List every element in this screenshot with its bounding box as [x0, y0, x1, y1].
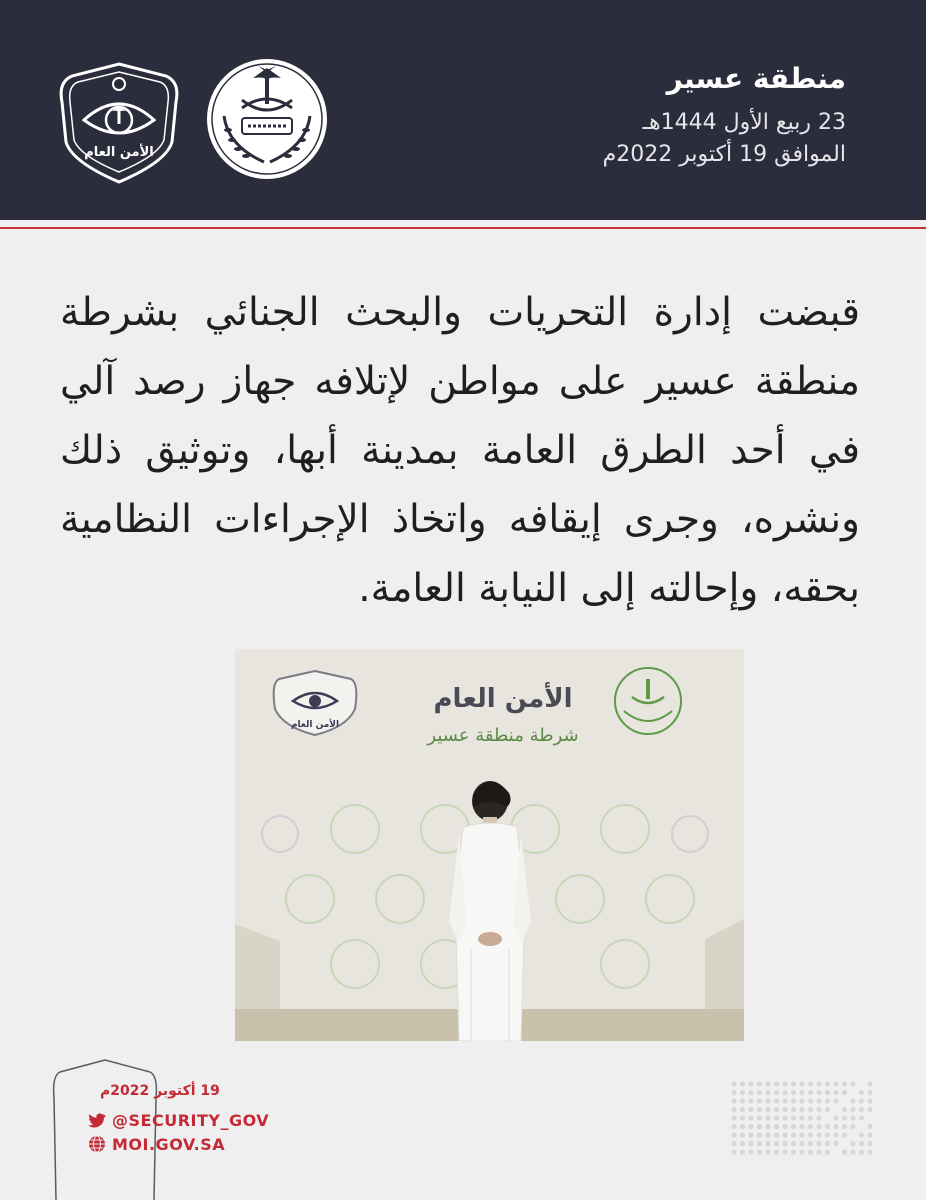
pattern-dot: [808, 1115, 813, 1120]
globe-icon: [88, 1135, 106, 1153]
pattern-dot: [757, 1149, 762, 1154]
pattern-dot: [859, 1132, 864, 1137]
badge-text: الأمن العام: [84, 145, 154, 160]
pattern-dot: [774, 1132, 779, 1137]
pattern-dot: [799, 1149, 804, 1154]
pattern-dot: [765, 1132, 770, 1137]
pattern-dot: [774, 1115, 779, 1120]
pattern-dot: [859, 1149, 864, 1154]
pattern-dot: [740, 1090, 745, 1095]
pattern-dot: [731, 1149, 736, 1154]
ministry-emblem-icon: [204, 56, 330, 182]
pattern-dot: [757, 1107, 762, 1112]
pattern-dot: [731, 1124, 736, 1129]
pattern-dot: [748, 1141, 753, 1146]
pattern-dot: [867, 1149, 872, 1154]
pattern-dot: [867, 1141, 872, 1146]
pattern-dot: [850, 1081, 855, 1086]
website-url: MOI.GOV.SA: [112, 1134, 226, 1154]
pattern-dot: [740, 1124, 745, 1129]
pattern-dot: [825, 1090, 830, 1095]
pattern-dot: [791, 1081, 796, 1086]
pattern-dot: [825, 1107, 830, 1112]
pattern-dot: [808, 1098, 813, 1103]
pattern-dot: [833, 1124, 838, 1129]
pattern-dot: [825, 1098, 830, 1103]
pattern-dot: [816, 1149, 821, 1154]
banner-subtitle: شرطة منطقة عسير: [427, 725, 579, 746]
pattern-dot: [808, 1107, 813, 1112]
pattern-dot: [774, 1141, 779, 1146]
pattern-dot: [842, 1149, 847, 1154]
pattern-dot: [842, 1090, 847, 1095]
pattern-dot: [808, 1081, 813, 1086]
header-divider: [0, 227, 926, 229]
pattern-dot: [765, 1149, 770, 1154]
pattern-dot: [791, 1098, 796, 1103]
decorative-dot-pattern: [730, 1080, 880, 1160]
pattern-dot: [740, 1107, 745, 1112]
pattern-dot: [816, 1081, 821, 1086]
pattern-dot: [859, 1098, 864, 1103]
banner-title: الأمن العام: [433, 684, 573, 714]
pattern-dot: [808, 1124, 813, 1129]
pattern-dot: [808, 1132, 813, 1137]
pattern-dot: [808, 1149, 813, 1154]
pattern-dot: [757, 1132, 762, 1137]
pattern-dot: [740, 1098, 745, 1103]
pattern-dot: [731, 1107, 736, 1112]
pattern-dot: [765, 1115, 770, 1120]
pattern-dot: [740, 1115, 745, 1120]
pattern-dot: [816, 1107, 821, 1112]
pattern-dot: [791, 1132, 796, 1137]
pattern-dot: [842, 1132, 847, 1137]
pattern-dot: [867, 1107, 872, 1112]
pattern-dot: [782, 1132, 787, 1137]
pattern-dot: [799, 1090, 804, 1095]
pattern-dot: [791, 1124, 796, 1129]
pattern-dot: [774, 1098, 779, 1103]
pattern-dot: [782, 1107, 787, 1112]
pattern-dot: [850, 1141, 855, 1146]
pattern-dot: [842, 1081, 847, 1086]
pattern-dot: [842, 1115, 847, 1120]
pattern-dot: [850, 1098, 855, 1103]
pattern-dot: [825, 1132, 830, 1137]
pattern-dot: [808, 1090, 813, 1095]
pattern-dot: [799, 1107, 804, 1112]
public-security-badge-icon: [56, 62, 182, 184]
pattern-dot: [774, 1149, 779, 1154]
pattern-dot: [757, 1141, 762, 1146]
pattern-dot: [850, 1107, 855, 1112]
pattern-dot: [782, 1090, 787, 1095]
pattern-dot: [765, 1098, 770, 1103]
pattern-dot: [825, 1081, 830, 1086]
pattern-dot: [748, 1149, 753, 1154]
pattern-dot: [850, 1115, 855, 1120]
pattern-dot: [791, 1149, 796, 1154]
pattern-dot: [799, 1132, 804, 1137]
pattern-dot: [765, 1081, 770, 1086]
pattern-dot: [799, 1081, 804, 1086]
pattern-dot: [748, 1132, 753, 1137]
pattern-dot: [748, 1124, 753, 1129]
pattern-dot: [833, 1090, 838, 1095]
pattern-dot: [748, 1115, 753, 1120]
pattern-dot: [816, 1090, 821, 1095]
pattern-dot: [740, 1149, 745, 1154]
pattern-dot: [774, 1124, 779, 1129]
pattern-dot: [757, 1115, 762, 1120]
pattern-dot: [867, 1090, 872, 1095]
pattern-dot: [833, 1081, 838, 1086]
pattern-dot: [782, 1081, 787, 1086]
twitter-icon: [88, 1111, 106, 1129]
pattern-dot: [748, 1107, 753, 1112]
pattern-dot: [842, 1107, 847, 1112]
pattern-dot: [859, 1107, 864, 1112]
pattern-dot: [808, 1141, 813, 1146]
pattern-dot: [731, 1141, 736, 1146]
pattern-dot: [782, 1149, 787, 1154]
pattern-dot: [825, 1149, 830, 1154]
svg-text:الأمن العام: الأمن العام: [290, 720, 340, 730]
pattern-dot: [731, 1090, 736, 1095]
pattern-dot: [816, 1124, 821, 1129]
pattern-dot: [782, 1141, 787, 1146]
pattern-dot: [731, 1081, 736, 1086]
pattern-dot: [757, 1098, 762, 1103]
pattern-dot: [850, 1149, 855, 1154]
pattern-dot: [740, 1081, 745, 1086]
pattern-dot: [782, 1124, 787, 1129]
pattern-dot: [740, 1141, 745, 1146]
pattern-dot: [731, 1132, 736, 1137]
arrest-photo: [235, 649, 744, 1041]
region-title: منطقة عسير: [666, 62, 846, 95]
pattern-dot: [791, 1141, 796, 1146]
pattern-dot: [833, 1141, 838, 1146]
pattern-dot: [859, 1090, 864, 1095]
pattern-dot: [850, 1124, 855, 1129]
pattern-dot: [833, 1098, 838, 1103]
pattern-dot: [748, 1090, 753, 1095]
pattern-dot: [833, 1115, 838, 1120]
pattern-dot: [774, 1107, 779, 1112]
pattern-dot: [791, 1115, 796, 1120]
pattern-dot: [842, 1124, 847, 1129]
pattern-dot: [782, 1115, 787, 1120]
pattern-dot: [757, 1081, 762, 1086]
pattern-dot: [867, 1098, 872, 1103]
pattern-dot: [791, 1090, 796, 1095]
pattern-dot: [799, 1124, 804, 1129]
footer-twitter[interactable]: [88, 1109, 269, 1131]
pattern-dot: [740, 1132, 745, 1137]
gregorian-date: الموافق 19 أكتوبر 2022م: [602, 142, 846, 167]
footer-date: 19 أكتوبر 2022م: [100, 1083, 220, 1099]
pattern-dot: [867, 1124, 872, 1129]
pattern-dot: [731, 1098, 736, 1103]
pattern-dot: [816, 1132, 821, 1137]
pattern-dot: [782, 1098, 787, 1103]
pattern-dot: [799, 1141, 804, 1146]
twitter-handle: @SECURITY_GOV: [112, 1110, 270, 1130]
pattern-dot: [867, 1081, 872, 1086]
pattern-dot: [748, 1098, 753, 1103]
pattern-dot: [833, 1132, 838, 1137]
pattern-dot: [774, 1081, 779, 1086]
pattern-dot: [859, 1141, 864, 1146]
pattern-dot: [867, 1132, 872, 1137]
pattern-dot: [799, 1115, 804, 1120]
pattern-dot: [757, 1090, 762, 1095]
pattern-dot: [816, 1141, 821, 1146]
pattern-dot: [757, 1124, 762, 1129]
pattern-dot: [765, 1090, 770, 1095]
pattern-dot: [748, 1081, 753, 1086]
pattern-dot: [774, 1090, 779, 1095]
pattern-dot: [731, 1115, 736, 1120]
footer-website[interactable]: [88, 1133, 225, 1155]
pattern-dot: [765, 1107, 770, 1112]
pattern-dot: [791, 1107, 796, 1112]
pattern-dot: [825, 1124, 830, 1129]
news-statement: قبضت إدارة التحريات والبحث الجنائي بشرطة منطقة عسير على مواطن لإتلافه جهاز رصد آلي في أحد الطرق العامة بمدينة أبها، وتوثيق ذلك ونشره، وجرى إيقافه واتخاذ الإجراءات النظامية بحقه، وإحالته إلى النيابة العامة.: [60, 290, 860, 611]
hijri-date: 23 ربيع الأول 1444هـ: [642, 110, 846, 135]
pattern-dot: [859, 1115, 864, 1120]
pattern-dot: [799, 1098, 804, 1103]
pattern-dot: [765, 1124, 770, 1129]
pattern-dot: [765, 1141, 770, 1146]
pattern-dot: [825, 1141, 830, 1146]
pattern-dot: [816, 1098, 821, 1103]
pattern-dot: [816, 1115, 821, 1120]
